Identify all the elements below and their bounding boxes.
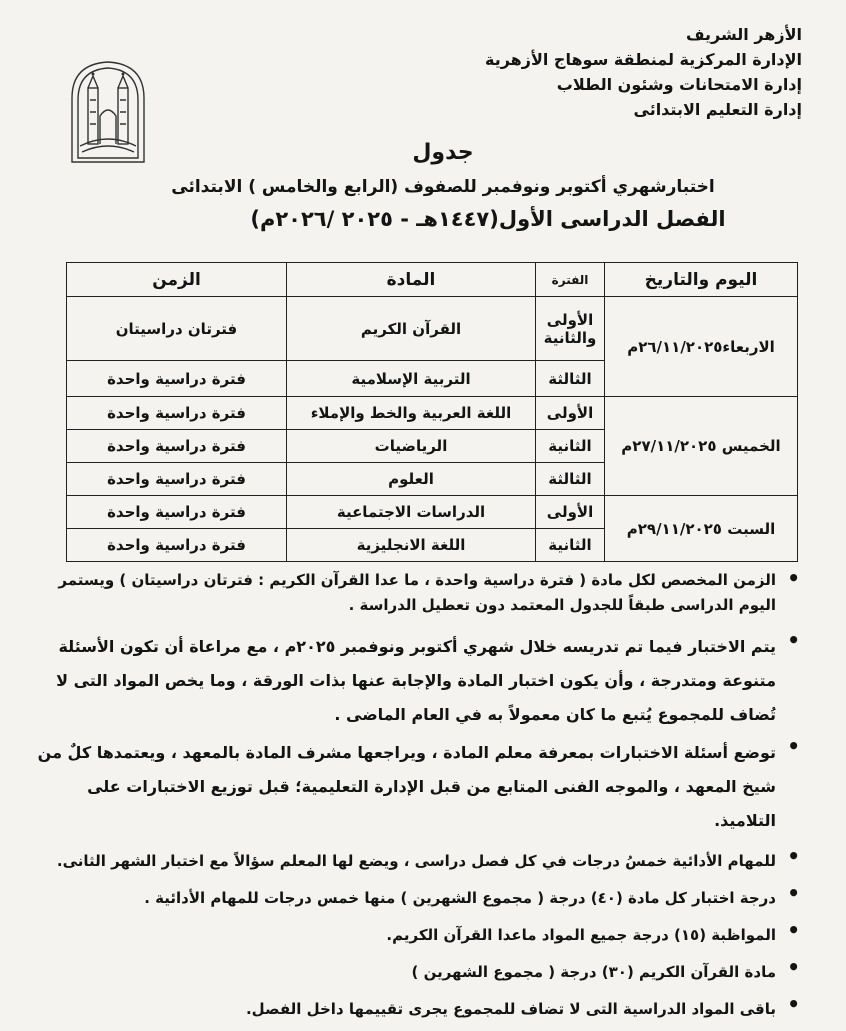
letterhead-line-4: إدارة التعليم الابتدائى <box>633 100 802 119</box>
bullet-icon: • <box>787 992 800 1016</box>
bullet-icon: • <box>787 628 800 652</box>
period-cell: الثانية <box>536 430 605 463</box>
title-block <box>0 140 846 231</box>
notes-list <box>36 568 806 1031</box>
duration-cell: فترة دراسية واحدة <box>67 496 287 529</box>
table-row <box>67 397 798 430</box>
header-period: الفترة <box>536 263 605 297</box>
header-duration: الزمن <box>67 263 287 297</box>
subject-cell: اللغة الانجليزية <box>287 529 536 562</box>
period-cell: الأولى والثانية <box>536 297 605 361</box>
list-item <box>36 736 806 838</box>
duration-cell: فترة دراسية واحدة <box>67 463 287 496</box>
list-item <box>36 957 806 987</box>
header-subject: المادة <box>287 263 536 297</box>
note-text: للمهام الأدائية خمسُ درجات في كل فصل دراسى ، ويضع لها المعلم سؤالاً مع اختبار الشهر الثانى. <box>56 852 776 870</box>
table-row <box>67 297 798 361</box>
bullet-icon: • <box>787 881 800 905</box>
bullet-icon: • <box>787 566 800 590</box>
note-text: المواظبة (١٥) درجة جميع المواد ماعدا القرآن الكريم. <box>386 926 776 944</box>
subject-cell: التربية الإسلامية <box>287 361 536 397</box>
period-cell: الأولى <box>536 496 605 529</box>
duration-cell: فترة دراسية واحدة <box>67 361 287 397</box>
bullet-icon: • <box>787 955 800 979</box>
bullet-icon: • <box>787 844 800 868</box>
duration-cell: فترتان دراسيتان <box>67 297 287 361</box>
document-subtitle: اختبارشهري أكتوبر ونوفمبر للصفوف (الرابع والخامس ) الابتدائى <box>171 177 715 197</box>
letterhead <box>485 22 802 122</box>
duration-cell: فترة دراسية واحدة <box>67 430 287 463</box>
note-text: الزمن المخصص لكل مادة ( فترة دراسية واحدة ، ما عدا القرآن الكريم : فترتان دراسيتان ) ويستمر اليوم الدراسى طبقاً للجدول المعتمد دون تعطيل الدراسة . <box>58 571 776 614</box>
subject-cell: اللغة العربية والخط والإملاء <box>287 397 536 430</box>
bullet-icon: • <box>787 734 800 758</box>
document-title: جدول <box>412 140 474 165</box>
list-item <box>36 568 806 618</box>
period-cell: الثالثة <box>536 361 605 397</box>
day-cell: الخميس ٢٧/١١/٢٠٢٥م <box>605 397 798 496</box>
table-row <box>67 496 798 529</box>
letterhead-line-3: إدارة الامتحانات وشئون الطلاب <box>556 75 802 94</box>
day-cell: السبت ٢٩/١١/٢٠٢٥م <box>605 496 798 562</box>
list-item <box>36 883 806 913</box>
subject-cell: الرياضيات <box>287 430 536 463</box>
list-item <box>36 846 806 876</box>
period-cell: الثانية <box>536 529 605 562</box>
period-cell: الأولى <box>536 397 605 430</box>
note-text: يتم الاختبار فيما تم تدريسه خلال شهري أكتوبر ونوفمبر ٢٠٢٥م ، مع مراعاة أن تكون الأسئلة متنوعة ومتدرجة ، وأن يكون اختبار المادة والإجابة عنها بذات الورقة ، وما يخص المواد التى لا تُضاف للمجموع يُتبع ما كان معمولاً به في العام الماضى . <box>56 637 776 724</box>
note-text: درجة اختبار كل مادة (٤٠) درجة ( مجموع الشهرين ) منها خمس درجات للمهام الأدائية . <box>144 889 776 907</box>
exam-schedule-table <box>66 262 798 562</box>
list-item <box>36 994 806 1024</box>
bullet-icon: • <box>787 918 800 942</box>
subject-cell: العلوم <box>287 463 536 496</box>
duration-cell: فترة دراسية واحدة <box>67 529 287 562</box>
list-item <box>36 920 806 950</box>
letterhead-line-1: الأزهر الشريف <box>685 25 802 44</box>
list-item <box>36 630 806 732</box>
subject-cell: الدراسات الاجتماعية <box>287 496 536 529</box>
note-text: مادة القرآن الكريم (٣٠) درجة ( مجموع الشهرين ) <box>411 963 776 981</box>
header-day: اليوم والتاريخ <box>605 263 798 297</box>
subject-cell: القرآن الكريم <box>287 297 536 361</box>
period-cell: الثالثة <box>536 463 605 496</box>
note-text: باقى المواد الدراسية التى لا تضاف للمجموع يجرى تقييمها داخل الفصل. <box>245 1000 776 1018</box>
day-cell: الاربعاء٢٦/١١/٢٠٢٥م <box>605 297 798 397</box>
table-header-row <box>67 263 798 297</box>
duration-cell: فترة دراسية واحدة <box>67 397 287 430</box>
letterhead-line-2: الإدارة المركزية لمنطقة سوهاج الأزهرية <box>484 50 802 69</box>
note-text: توضع أسئلة الاختبارات بمعرفة معلم المادة ، ويراجعها مشرف المادة بالمعهد ، ويعتمدها كلٌ من شيخ المعهد ، والموجه الفنى المتابع من قبل الإدارة التعليمية؛ قبل توزيع الاختبارات على التلاميذ. <box>37 743 776 830</box>
term-heading: الفصل الدراسى الأول(١٤٤٧هـ - ٢٠٢٥ /٢٠٢٦م) <box>250 207 726 231</box>
